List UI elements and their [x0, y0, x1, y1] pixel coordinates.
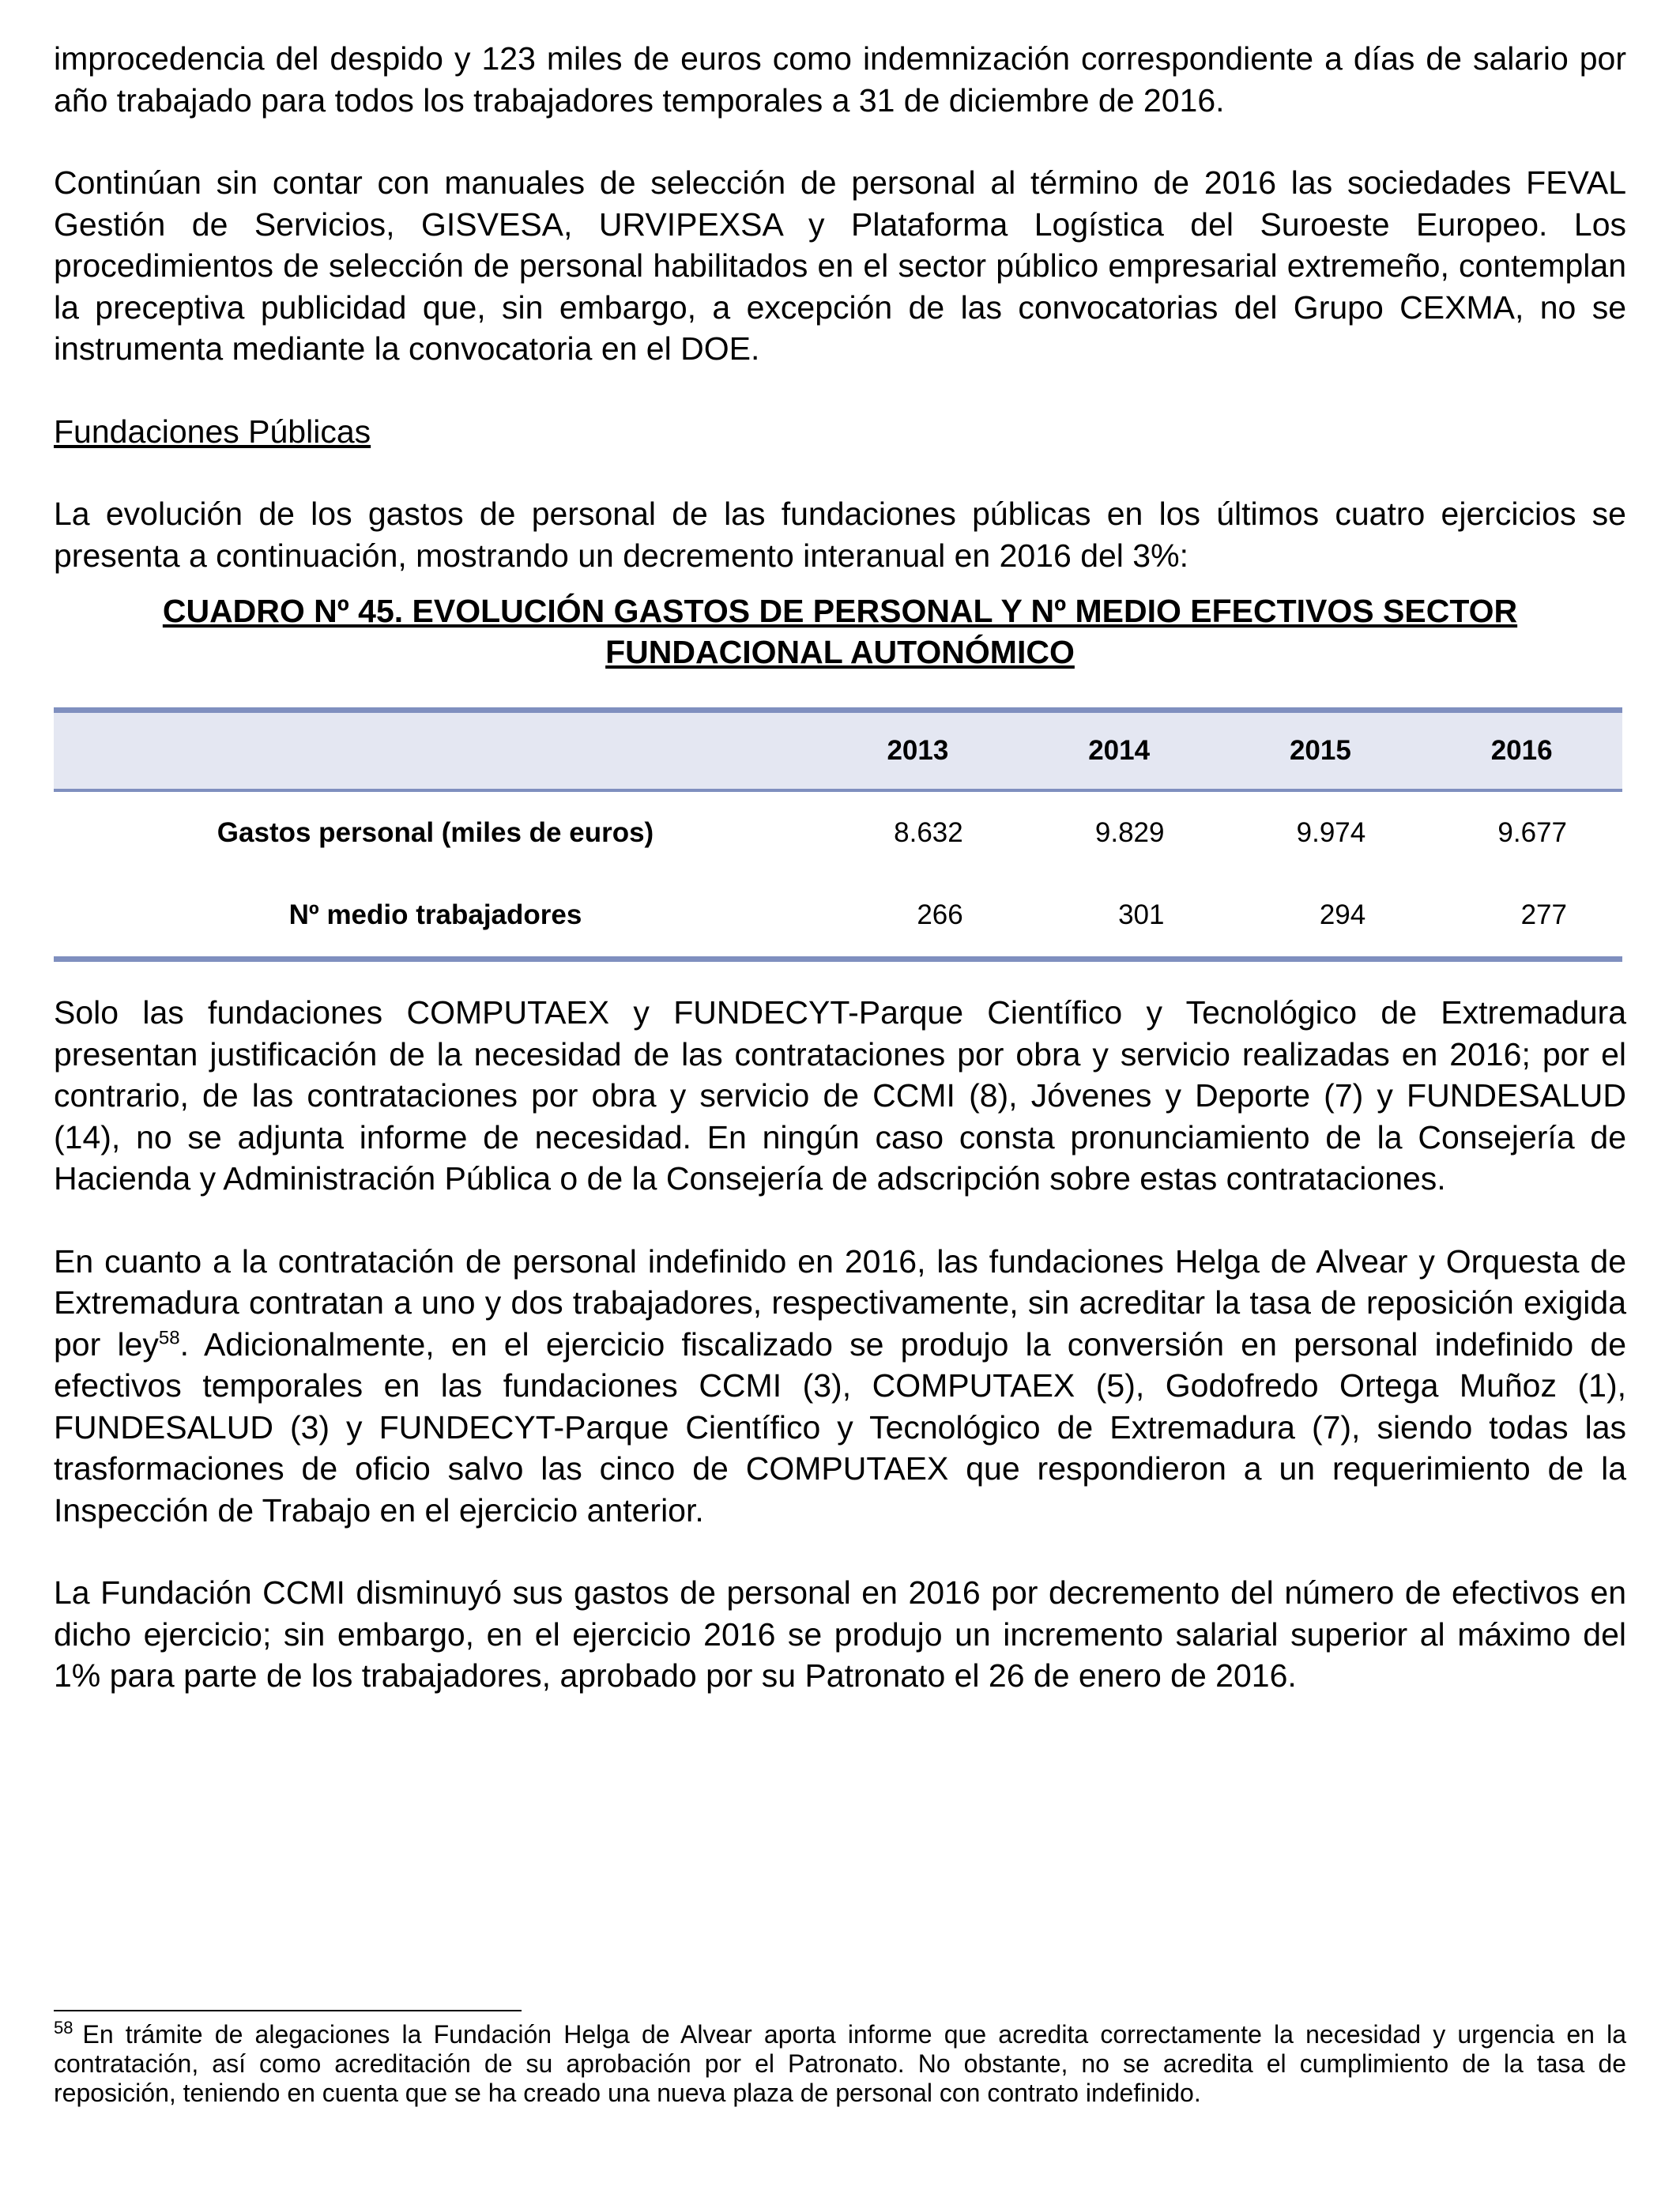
cell-trabajadores-2016: 277: [1421, 874, 1622, 959]
page-body: [54, 38, 1626, 1697]
header-year-2015: 2015: [1220, 711, 1422, 791]
cell-gastos-2014: 9.829: [1094, 817, 1165, 848]
footnote: [54, 2020, 1626, 2108]
personnel-table: [54, 707, 1622, 962]
header-year-2016: 2016: [1421, 711, 1622, 791]
cell-gastos-2016: 9.677: [1497, 817, 1567, 848]
table-caption-line1: CUADRO Nº 45. EVOLUCIÓN GASTOS DE PERSONAL Y Nº MEDIO EFECTIVOS SECTOR: [162, 593, 1518, 629]
table-caption: [54, 590, 1626, 673]
cell-trabajadores-2013: 266: [817, 874, 1019, 959]
subheading-fundaciones: Fundaciones Públicas: [54, 413, 371, 450]
paragraph-personal-indefinido-part2: . Adicionalmente, en el ejercicio fiscalizado se produjo la conversión en personal indefinido de efectivos temporales en las fundaciones CCMI (3), COMPUTAEX (5), Godofredo Ortega Muñoz (1), FUNDESALUD (3) y FUNDECYT-Parque Científico y Tecnológico de Extremadura (7), siendo todas las trasformaciones de oficio salvo las cinco de COMPUTAEX que respondieron a un requerimiento de la Inspección de Trabajo en el ejercicio anterior.: [54, 1325, 1627, 1529]
paragraph-manuales-seleccion: Continúan sin contar con manuales de selección de personal al término de 2016 las sociedades FEVAL Gestión de Servicios, GISVESA, URVIPEXSA y Plataforma Logística del Suroeste Europeo. Los procedimientos de selección de personal habilitados en el sector público empresarial extremeño, contemplan la preceptiva publicidad que, sin embargo, a excepción de las convocatorias del Grupo CEXMA, no se instrumenta mediante la convocatoria en el DOE.: [54, 164, 1626, 367]
cell-gastos-2013: 8.632: [894, 817, 963, 848]
table-row: [54, 790, 1622, 874]
paragraph-personal-indefinido-part1: En cuanto a la contratación de personal indefinido en 2016, las fundaciones Helga de Alvear y Orquesta de Extremadura contratan a uno y dos trabajadores, respectivamente, sin acreditar la tasa de reposición exigida por ley: [54, 1242, 1626, 1363]
footnote-number: 58: [54, 2018, 73, 2038]
table-caption-line2: FUNDACIONAL AUTONÓMICO: [605, 634, 1075, 670]
paragraph-despido: improcedencia del despido y 123 miles de euros como indemnización correspondiente a días de salario por año trabajado para todos los trabajadores temporales a 31 de diciembre de 2016.: [54, 40, 1626, 119]
row-label-trabajadores: Nº medio trabajadores: [54, 874, 817, 959]
paragraph-fundacion-ccmi: La Fundación CCMI disminuyó sus gastos de personal en 2016 por decremento del número de efectivos en dicho ejercicio; sin embargo, en el ejercicio 2016 se produjo un incremento salarial superior al máximo del 1% para parte de los trabajadores, aprobado por su Patronato el 26 de enero de 2016.: [54, 1574, 1626, 1694]
paragraph-personal-indefinido: [54, 1241, 1626, 1532]
footnote-divider: [54, 2010, 522, 2011]
row-label-gastos: Gastos personal (miles de euros): [217, 817, 654, 848]
header-year-2014: 2014: [1019, 711, 1220, 791]
footnote-text: En trámite de alegaciones la Fundación Helga de Alvear aporta informe que acredita correctamente la necesidad y urgencia en la contratación, así como acreditación de su aprobación por el Patronato. No obstante, no se acredita el cumplimiento de la tasa de reposición, teniendo en cuenta que se ha creado una nueva plaza de personal con contrato indefinido.: [54, 2020, 1626, 2107]
cell-trabajadores-2015: 294: [1220, 874, 1422, 959]
paragraph-justificacion-contrataciones: Solo las fundaciones COMPUTAEX y FUNDECYT-Parque Científico y Tecnológico de Extremadura presentan justificación de la necesidad de las contrataciones por obra y servicio realizadas en 2016; por el contrario, de las contrataciones por obra y servicio de CCMI (8), Jóvenes y Deporte (7) y FUNDESALUD (14), no se adjunta informe de necesidad. En ningún caso consta pronunciamiento de la Consejería de Hacienda y Administración Pública o de la Consejería de adscripción sobre estas contrataciones.: [54, 994, 1626, 1197]
header-year-2013: 2013: [817, 711, 1019, 791]
cell-gastos-2015: 9.974: [1296, 817, 1366, 848]
table-row: [54, 874, 1622, 959]
header-empty-cell: [54, 711, 817, 791]
footnote-reference[interactable]: 58: [158, 1326, 180, 1348]
paragraph-evolucion-gastos: La evolución de los gastos de personal de las fundaciones públicas en los últimos cuatro ejercicios se presenta a continuación, mostrando un decremento interanual en 2016 del 3%:: [54, 496, 1626, 574]
table-header-row: [54, 711, 1622, 791]
cell-trabajadores-2014: 301: [1019, 874, 1220, 959]
